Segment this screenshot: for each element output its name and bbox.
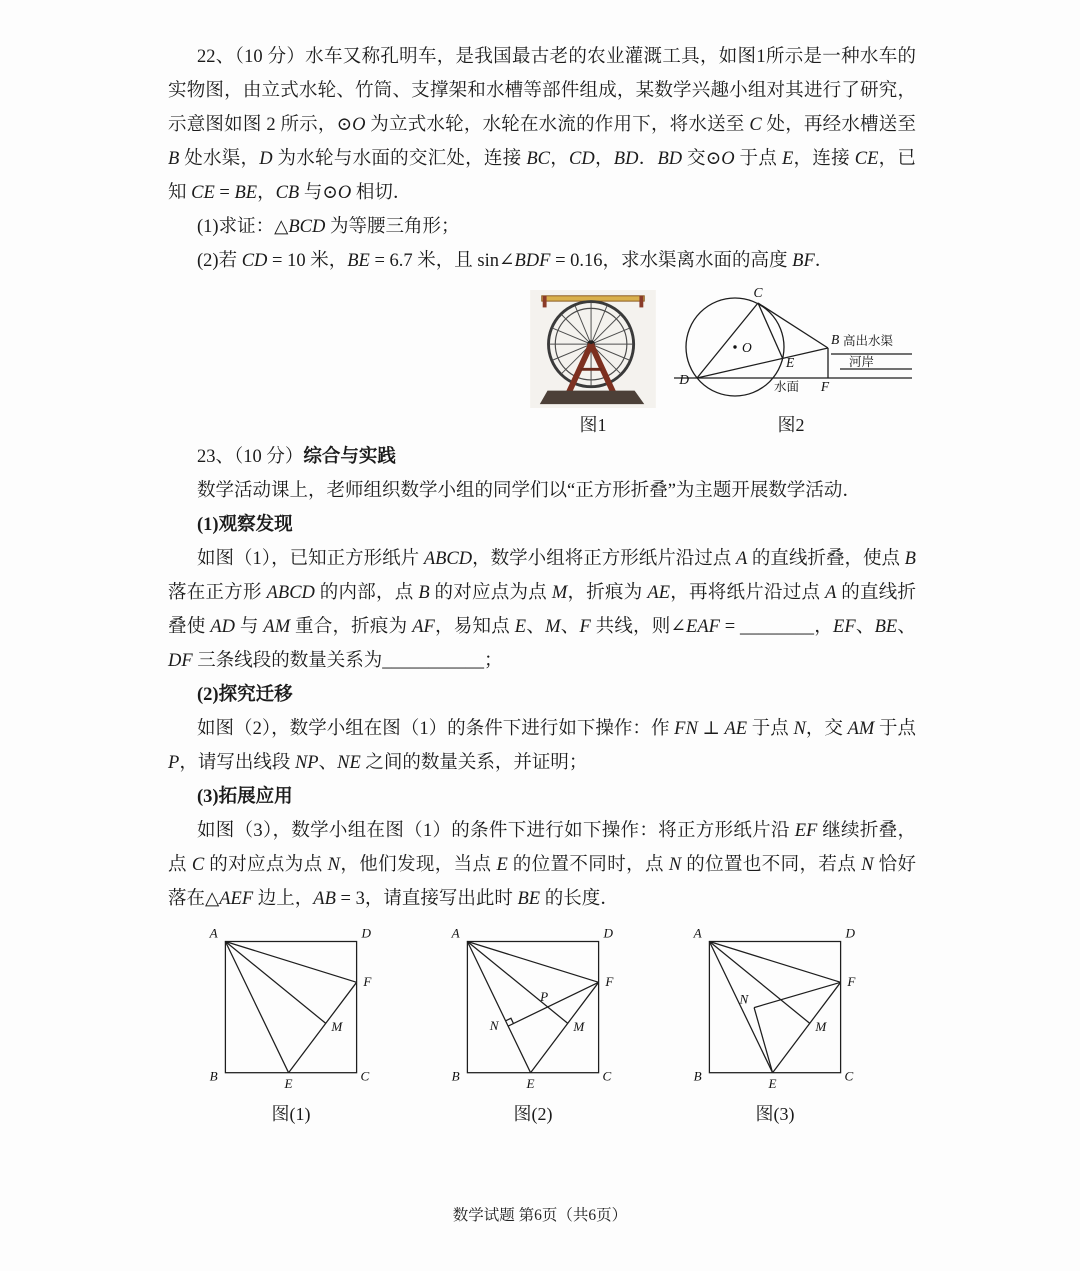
- waterwheel-base: [540, 391, 644, 405]
- q23-p2: 如图（2），数学小组在图（1）的条件下进行如下操作：作 FN ⊥ AE 于点 N，交 AM 于点 P，请写出线段 NP、NE 之间的数量关系，并证明；: [168, 719, 916, 773]
- q22-figures: [530, 286, 916, 438]
- fig2-label-bank: 河岸: [849, 355, 875, 369]
- s1-label-a: A: [209, 925, 218, 941]
- s1-label-m: M: [331, 1018, 343, 1034]
- fig2-label-o: O: [742, 340, 752, 355]
- s3-label-b: B: [693, 1068, 702, 1084]
- fig2-label-c: C: [753, 286, 763, 300]
- s2-label-b: B: [451, 1068, 460, 1084]
- s2-label-c: C: [602, 1068, 612, 1084]
- fig2-label-e: E: [786, 355, 795, 370]
- s1-label-b: B: [209, 1068, 218, 1084]
- q23-p3: 如图（3），数学小组在图（1）的条件下进行如下操作：将正方形纸片沿 EF 继续折叠，点 C 的对应点为点 N，他们发现，当点 E 的位置不同时，点 N 的位置也不同，若点 N 恰好落在△AEF 边上，AB = 3，请直接写出此时 BE 的长度．: [168, 821, 916, 909]
- figure-1-waterwheel: [530, 290, 656, 438]
- q23-intro: 数学活动课上，老师组织数学小组的同学们以“正方形折叠”为主题开展数学活动．: [197, 481, 861, 501]
- q23-h1: (1)观察发现: [197, 515, 293, 535]
- fig2-label-f: F: [820, 379, 830, 394]
- q22-intro: 22、（10 分）水车又称孔明车，是我国最古老的农业灌溉工具，如图1所示是一种水车的实物图，由立式水轮、竹筒、支撑架和水槽等部件组成，某数学兴趣小组对其进行了研究，示意图如图 2 所示，⊙O 为立式水轮，水轮在水流的作用下，将水送至 C 处，再经水槽送至 B 处水渠，D 为水轮与水面的交汇处，连接 BC，CD，BD．BD 交⊙O 于点 E，连接 CE，已知 CE = BE，CB 与⊙O 相切．: [168, 47, 916, 203]
- q23-h2: (2)探究迁移: [197, 685, 293, 705]
- waterwheel-photo: [530, 290, 656, 408]
- center-dot: [733, 345, 736, 348]
- s3-label-m: M: [815, 1018, 827, 1034]
- figure-square-1: [196, 924, 386, 1127]
- circle-diagram: [666, 286, 916, 408]
- fig2-label-water: 水面: [774, 380, 800, 394]
- square-3-lines: [709, 941, 840, 1072]
- figure-2-diagram: [666, 286, 916, 438]
- square-2-labels: [451, 926, 615, 1092]
- s1-label-c: C: [360, 1068, 370, 1084]
- q23-figures: [196, 924, 916, 1127]
- s2-label-f: F: [605, 974, 614, 990]
- figure-square-1-caption: 图(1): [271, 1104, 311, 1124]
- s1-label-f: F: [363, 974, 372, 990]
- s2-label-d: D: [603, 925, 613, 941]
- square-2-lines: [467, 941, 598, 1072]
- s3-label-n: N: [739, 991, 749, 1007]
- square-diagram-1: [196, 924, 386, 1097]
- fig2-label-b: B: [831, 332, 840, 347]
- q23-h3: (3)拓展应用: [197, 787, 293, 807]
- exam-content: [168, 40, 916, 1127]
- figure-square-3-caption: 图(3): [755, 1104, 795, 1124]
- square-1-labels: [209, 926, 373, 1092]
- figure-2-caption: 图2: [777, 415, 805, 435]
- page-footer: 数学试题 第6页（共6页）: [452, 1207, 628, 1224]
- s1-label-d: D: [361, 925, 371, 941]
- figure-1-caption: 图1: [579, 415, 607, 435]
- s2-label-n: N: [489, 1017, 499, 1033]
- figure-square-2: [438, 924, 628, 1127]
- square-1-lines: [225, 941, 356, 1072]
- fig2-label-d: D: [679, 372, 689, 387]
- s2-label-e: E: [526, 1076, 535, 1092]
- s3-label-d: D: [845, 925, 855, 941]
- s3-label-f: F: [847, 974, 856, 990]
- s2-label-a: A: [451, 925, 460, 941]
- figure-square-2-caption: 图(2): [513, 1104, 553, 1124]
- s3-label-c: C: [844, 1068, 854, 1084]
- s2-label-p: P: [540, 988, 549, 1004]
- square-3-labels: [693, 926, 857, 1092]
- square-diagram-2: [438, 924, 628, 1097]
- q22-part1: (1)求证：△BCD 为等腰三角形；: [197, 217, 460, 237]
- square-diagram-3: [680, 924, 870, 1097]
- fig2-label-channel: 高出水渠: [843, 334, 894, 348]
- s2-label-m: M: [573, 1018, 585, 1034]
- q22-part2: (2)若 CD = 10 米，BE = 6.7 米，且 sin∠BDF = 0.16，求水渠离水面的高度 BF．: [197, 251, 834, 271]
- figure-square-3: [680, 924, 870, 1127]
- s3-label-a: A: [693, 925, 702, 941]
- q23-heading: 23、（10 分）综合与实践: [197, 447, 396, 467]
- s3-label-e: E: [768, 1076, 777, 1092]
- s1-label-e: E: [284, 1076, 293, 1092]
- q23-p1: 如图（1），已知正方形纸片 ABCD，数学小组将正方形纸片沿过点 A 的直线折叠，使点 B 落在正方形 ABCD 的内部，点 B 的对应点为点 M，折痕为 AE，再将纸片沿过点 A 的直线折叠使 AD 与 AM 重合，折痕为 AF，易知点 E、M、F 共线，则∠EAF = ________，EF、BE、DF 三条线段的数量关系为___________；: [168, 549, 916, 671]
